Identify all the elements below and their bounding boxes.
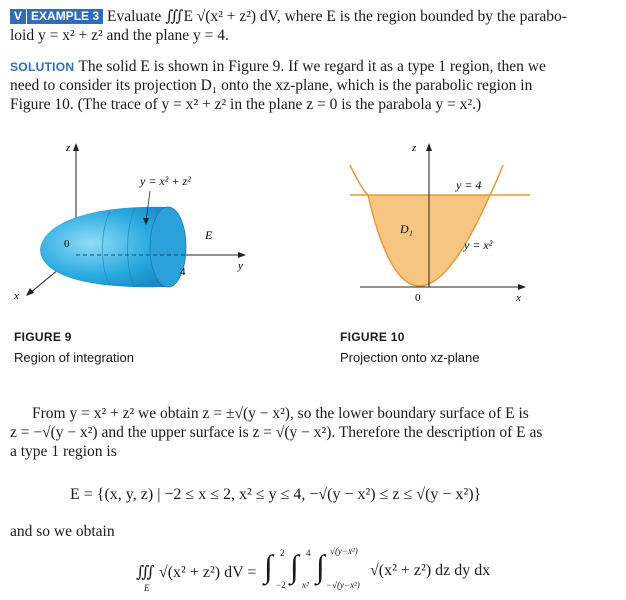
integral-1-upper: 2 <box>280 548 285 558</box>
solution-line-1 <box>10 58 546 76</box>
fig9-x-arrow <box>26 288 34 296</box>
equation-E-description: E = {(x, y, z) | −2 ≤ x ≤ 2, x² ≤ y ≤ 4, −√(y − x²) ≤ z ≤ √(y − x²)} <box>70 486 482 503</box>
equation-lhs: ∭ √(x² + z²) dV = <box>136 564 257 581</box>
fig9-x-label: x <box>14 290 19 302</box>
figure-9-label: FIGURE 9 <box>14 330 72 344</box>
example-number-badge: EXAMPLE 3 <box>27 9 103 24</box>
example-text-2: loid y = x² + z² and the plane y = 4. <box>10 27 229 44</box>
fig9-y-label: y <box>238 260 243 272</box>
solution-text-1: The solid E is shown in Figure 9. If we regard it as a type 1 region, then we <box>78 58 546 75</box>
fig10-line-label: y = 4 <box>456 178 482 192</box>
body-paragraph-2: and so we obtain <box>10 523 115 540</box>
solution-text-2: need to consider its projection D₁ onto the xz-plane, which is the parabolic region in <box>10 77 533 94</box>
fig9-tick-4: 4 <box>180 266 186 278</box>
fig10-curve-label: y = x² <box>464 238 493 252</box>
integral-2-lower: x² <box>302 580 309 590</box>
fig9-y-arrow <box>238 252 246 258</box>
example-line-1 <box>10 8 567 26</box>
integral-sign-2: ∫ <box>290 548 299 584</box>
integral-3-lower: −√(y−x²) <box>326 580 360 590</box>
body-paragraph-1-line-1: From y = x² + z² we obtain z = ±√(y − x²), so the lower boundary surface of E is <box>32 405 529 422</box>
body-paragraph-1-line-3: a type 1 region is <box>10 443 117 460</box>
body-paragraph-1-line-2: z = −√(y − x²) and the upper surface is z = √(y − x²). Therefore the description of E as <box>10 424 543 441</box>
fig9-solid-label: E <box>205 228 213 242</box>
fig9-origin: 0 <box>64 238 70 250</box>
integral-2-upper: 4 <box>306 548 311 558</box>
figure-10-label: FIGURE 10 <box>340 330 405 344</box>
equation-integrand: √(x² + z²) dz dy dx <box>370 562 491 579</box>
fig9-z-label: z <box>66 142 71 154</box>
fig10-z-label: z <box>412 142 417 154</box>
fig9-z-arrow <box>73 143 79 151</box>
fig10-region-label: D₁ <box>400 222 413 236</box>
solution-label: SOLUTION <box>10 60 75 74</box>
equation-sub-E: E <box>144 583 150 593</box>
example-text-1: Evaluate ∭E √(x² + z²) dV, where E is the region bounded by the parabo- <box>107 8 567 25</box>
fig10-x-arrow <box>518 284 526 290</box>
integral-sign-3: ∫ <box>316 548 325 584</box>
figure-10-caption: Projection onto xz-plane <box>340 350 480 365</box>
fig10-origin: 0 <box>415 292 421 304</box>
example-v-badge: V <box>10 9 26 24</box>
fig10-z-arrow <box>426 143 432 151</box>
figure-10-graphic <box>340 135 560 320</box>
figure-9-graphic <box>0 135 300 320</box>
fig10-x-label: x <box>516 292 521 304</box>
figure-9-caption: Region of integration <box>14 350 134 365</box>
integral-1-lower: −2 <box>276 580 286 590</box>
fig9-surface-label: y = x² + z² <box>140 174 191 188</box>
integral-sign-1: ∫ <box>264 548 273 584</box>
solution-text-3: Figure 10. (The trace of y = x² + z² in the plane z = 0 is the parabola y = x².) <box>10 96 482 113</box>
integral-3-upper: √(y−x²) <box>330 546 358 556</box>
